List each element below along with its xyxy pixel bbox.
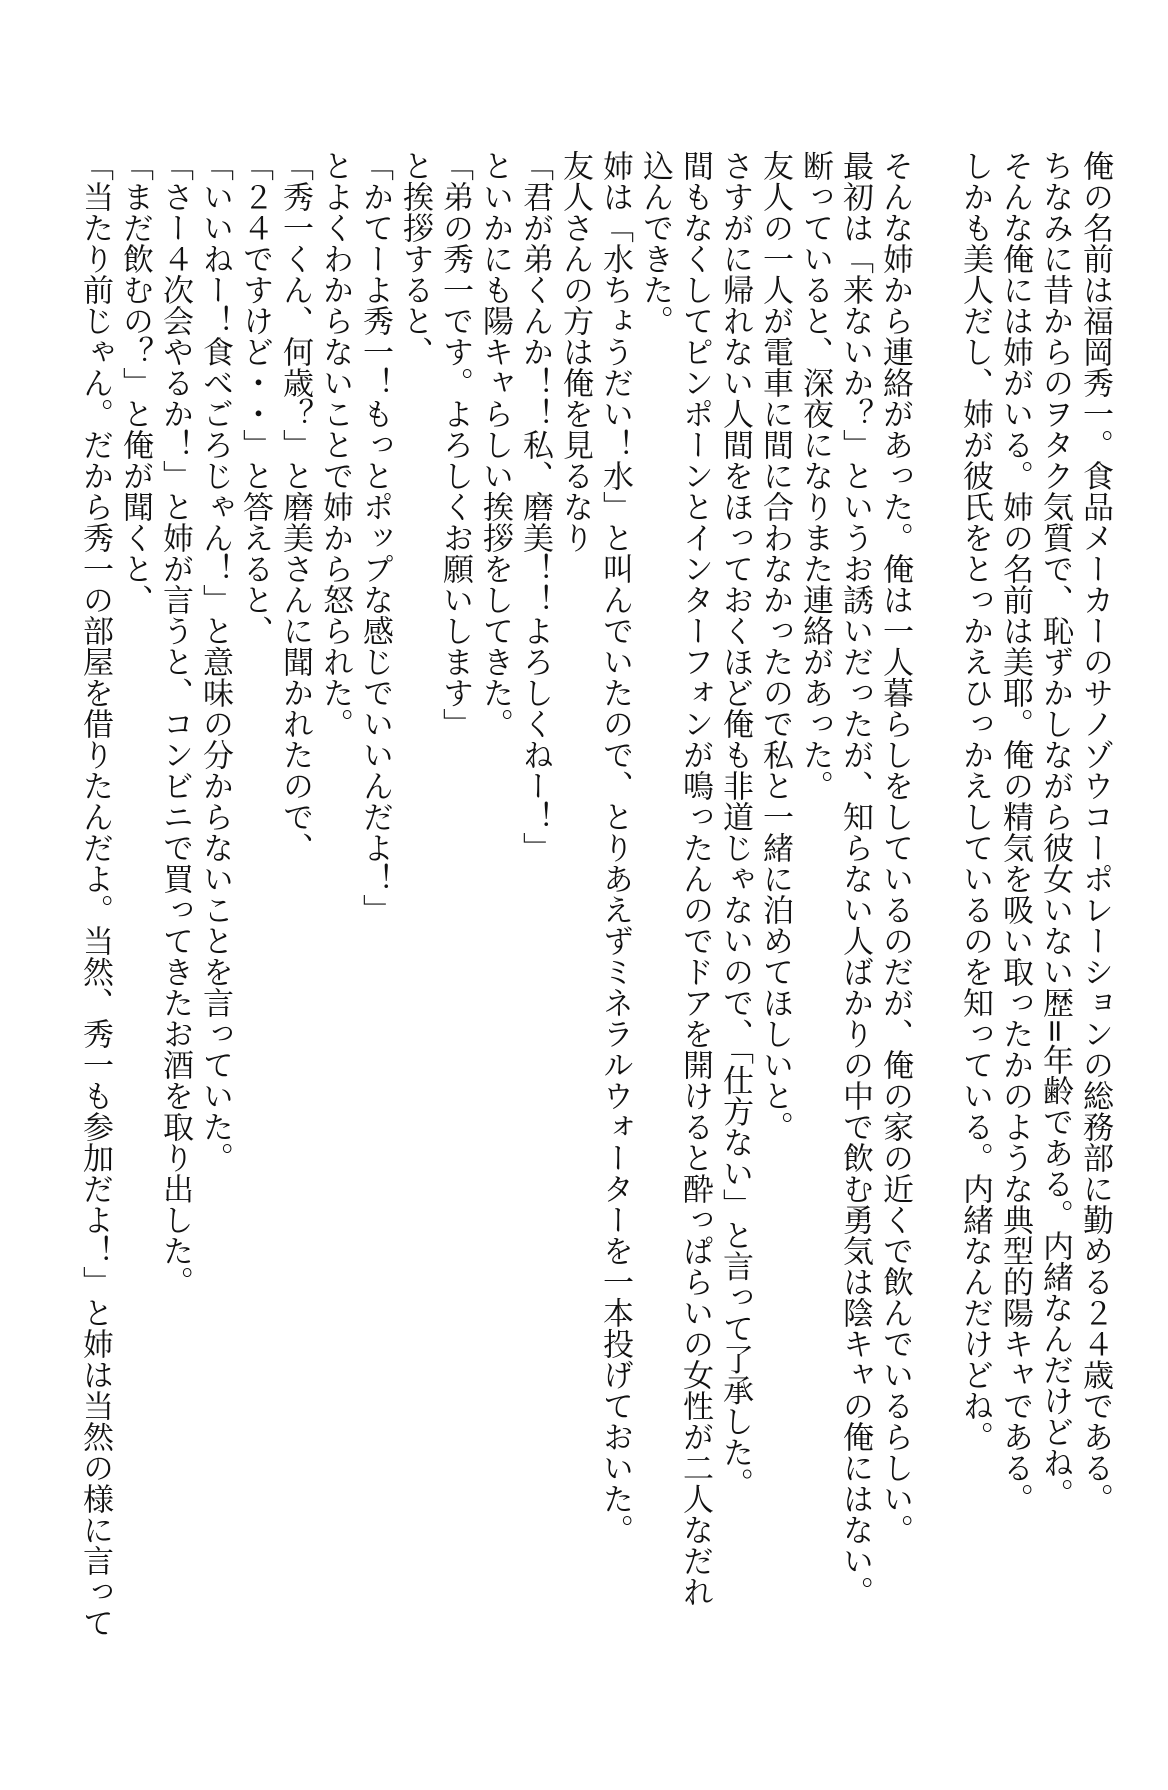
- text-line: しかも美人だし、姉が彼氏をとっかえひっかえしているのを知っている。内緒なんだけどね。: [957, 150, 993, 1452]
- text-line: といかにも陽キャらしい挨拶をしてきた。: [477, 150, 513, 739]
- text-line: ちなみに昔からのヲタク気質で、恥ずかしながら彼女いない歴=年齢である。内緒なんだけどね。: [1037, 150, 1073, 1509]
- text-line: 最初は「来ないか？」というお誘いだったが、知らない人ばかりの中で飲む勇気は陰キャの俺にはない。: [837, 150, 873, 1607]
- text-line: そんな姉から連絡があった。俺は一人暮らしをしているのだが、俺の家の近くで飲んでいるらしい。: [877, 150, 913, 1545]
- text-line: 「かてーよ秀一！もっとポップな感じでいいんだよ！」: [357, 150, 393, 925]
- text-line: 「秀一くん、何歳？」と磨美さんに聞かれたので、: [277, 150, 313, 863]
- text-line: 「弟の秀一です。よろしくお願いします」: [437, 150, 473, 739]
- text-line: とよくわからないことで姉から怒られた。: [317, 150, 353, 739]
- text-line: 友人の一人が電車に間に合わなかったので私と一緒に泊めてほしいと。: [757, 150, 793, 1142]
- text-line: さすがに帰れない人間をほっておくほど俺も非道じゃないので、「仕方ない」と言って了承した。: [717, 150, 753, 1499]
- text-line: 「まだ飲むの？」と俺が聞くと、: [117, 150, 153, 615]
- text-line: 姉は「水ちょうだい！水」と叫んでいたので、とりあえずミネラルウォーターを一本投げておいた。: [597, 150, 633, 1545]
- text-line: 「いいねー！食べごろじゃん！」と意味の分からないことを言っていた。: [197, 150, 233, 1173]
- vertical-text-page: [75, 150, 1115, 1750]
- text-line: 俺の名前は福岡秀一。食品メーカーのサノゾウコーポレーションの総務部に勤める２４歳である。: [1077, 150, 1113, 1514]
- text-line: 「君が弟くんか！！私、磨美！！よろしくねー！」: [517, 150, 553, 863]
- text-line: 「当たり前じゃん。だから秀一の部屋を借りたんだよ。当然、秀一も参加だよ！」と姉は当然の様に言って: [77, 150, 113, 1638]
- text-line: 「さー４次会やるか！」と姉が言うと、コンビニで買ってきたお酒を取り出した。: [157, 150, 193, 1297]
- text-line: 「２４ですけど・・」と答えると、: [237, 150, 273, 646]
- text-line: と挨拶すると、: [397, 150, 433, 367]
- text-line: 友人さんの方は俺を見るなり: [557, 150, 593, 553]
- text-line: そんな俺には姉がいる。姉の名前は美耶。俺の精気を吸い取ったかのような典型的陽キャである。: [997, 150, 1033, 1514]
- text-line: 込んできた。: [637, 150, 673, 336]
- text-line: 断っていると、深夜になりまた連絡があった。: [797, 150, 833, 801]
- text-line: 間もなくしてピンポーンとインターフォンが鳴ったんのでドアを開けると酔っぱらいの女性が二人なだれ: [677, 150, 713, 1607]
- paragraph-break: [915, 150, 955, 1750]
